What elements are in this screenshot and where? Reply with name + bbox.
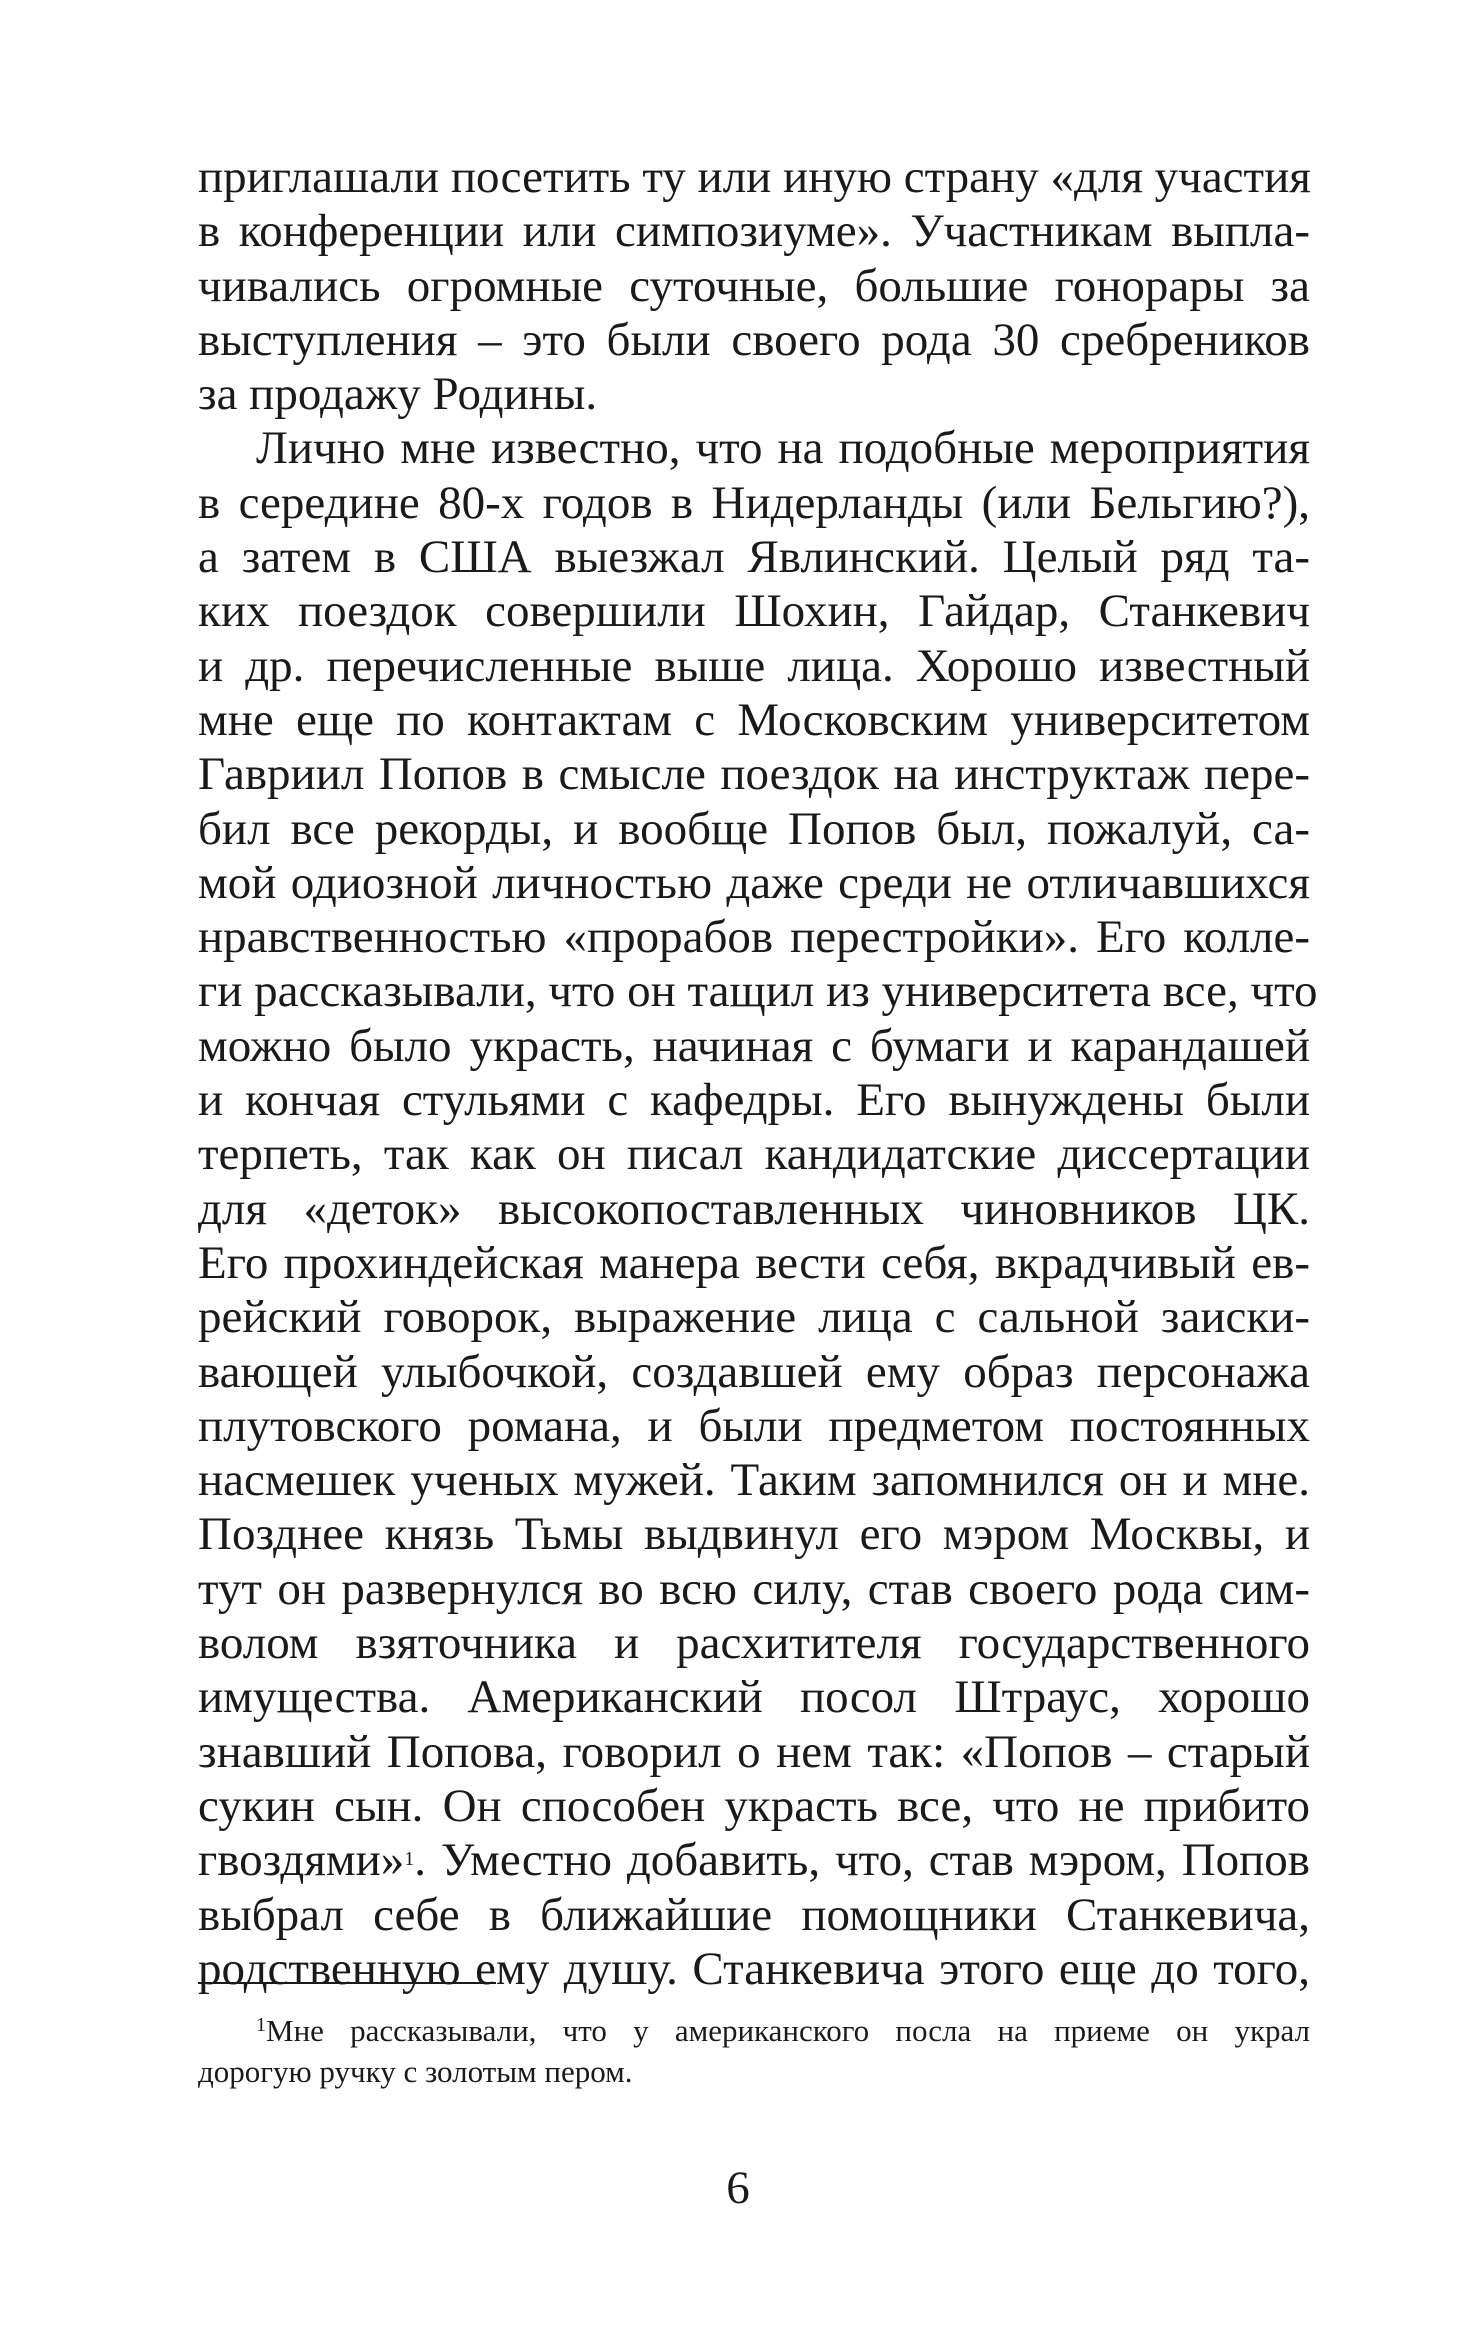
footnote-reference[interactable]: 1	[404, 1848, 415, 1871]
text-line: чивались огромные суточные, большие гонорары за	[198, 259, 1310, 312]
text-line: бил все рекорды, и вообще Попов был, пожалуй, са-	[198, 802, 1310, 855]
text-line: тут он развернулся во всю силу, став своего рода сим-	[198, 1562, 1310, 1615]
text-line: сукин сын. Он способен украсть все, что не прибито	[198, 1779, 1310, 1832]
text-line: выбрал себе в ближайшие помощники Станкевича,	[198, 1888, 1310, 1941]
text-line: ги рассказывали, что он тащил из университета все, что	[198, 965, 1318, 1018]
footnote	[198, 2010, 1310, 2092]
footnote-line: дорогую ручку с золотым пером.	[198, 2054, 633, 2089]
text-line: выступления – это были своего рода 30 сребреников	[198, 313, 1310, 366]
text-line: волом взяточника и расхитителя государственного	[198, 1617, 1310, 1670]
text-line: мой одиозной личностью даже среди не отличавшихся	[198, 856, 1310, 909]
footnote-marker: 1	[256, 2014, 266, 2036]
text-line-with-footnote-ref	[198, 1833, 1310, 1887]
text-line: насмешек ученых мужей. Таким запомнился он и мне.	[198, 1454, 1310, 1507]
text-line: плутовского романа, и были предметом постоянных	[198, 1399, 1310, 1452]
text-line: знавший Попова, говорил о нем так: «Попов – старый	[198, 1725, 1310, 1778]
text-fragment: гвоздями»	[198, 1834, 405, 1887]
text-line: для «деток» высокопоставленных чиновников ЦК.	[198, 1182, 1310, 1235]
footnote-line	[198, 2010, 1310, 2051]
text-line: терпеть, так как он писал кандидатские диссертации	[198, 1128, 1310, 1181]
text-line: в середине 80-х годов в Нидерланды (или Бельгию?),	[198, 476, 1310, 529]
text-line: мне еще по контактам с Московским университетом	[198, 693, 1310, 746]
text-line: родственную ему душу. Станкевича этого еще до того,	[198, 1942, 1310, 1995]
text-line: вающей улыбочкой, создавшей ему образ персонажа	[198, 1345, 1310, 1398]
footnote-divider	[198, 1982, 496, 1984]
text-fragment: . Уместно добавить, что, став мэром, Попов	[414, 1834, 1310, 1887]
text-line: и кончая стульями с кафедры. Его вынуждены были	[198, 1074, 1310, 1127]
text-line: а затем в США выезжал Явлинский. Целый ряд та-	[198, 531, 1310, 584]
text-line: в конференции или симпозиуме». Участникам выпла-	[198, 205, 1310, 258]
text-line: Лично мне известно, что на подобные мероприятия	[256, 422, 1310, 475]
text-line: имущества. Американский посол Штраус, хорошо	[198, 1671, 1310, 1724]
text-line: и др. перечисленные выше лица. Хорошо известный	[198, 639, 1310, 692]
main-text	[198, 150, 1318, 1996]
text-line: приглашали посетить ту или иную страну «для участия	[198, 151, 1311, 203]
text-line: ких поездок совершили Шохин, Гайдар, Станкевич	[198, 585, 1310, 638]
text-line: можно было украсть, начиная с бумаги и карандашей	[198, 1019, 1310, 1072]
text-line: Гавриил Попов в смысле поездок на инструктаж пере-	[198, 748, 1310, 801]
text-line: рейский говорок, выражение лица с сальной заиски-	[198, 1291, 1310, 1344]
text-line: Позднее князь Тьмы выдвинул его мэром Москвы, и	[198, 1508, 1310, 1561]
page-number: 6	[726, 2162, 750, 2214]
text-line: Его прохиндейская манера вести себя, вкрадчивый ев-	[198, 1236, 1310, 1289]
footnote-text: Мне рассказывали, что у американского посла на приеме он украл	[266, 2013, 1310, 2048]
text-line: за продажу Родины.	[198, 368, 598, 421]
text-line: нравственностью «прорабов перестройки». Его колле-	[198, 911, 1310, 964]
